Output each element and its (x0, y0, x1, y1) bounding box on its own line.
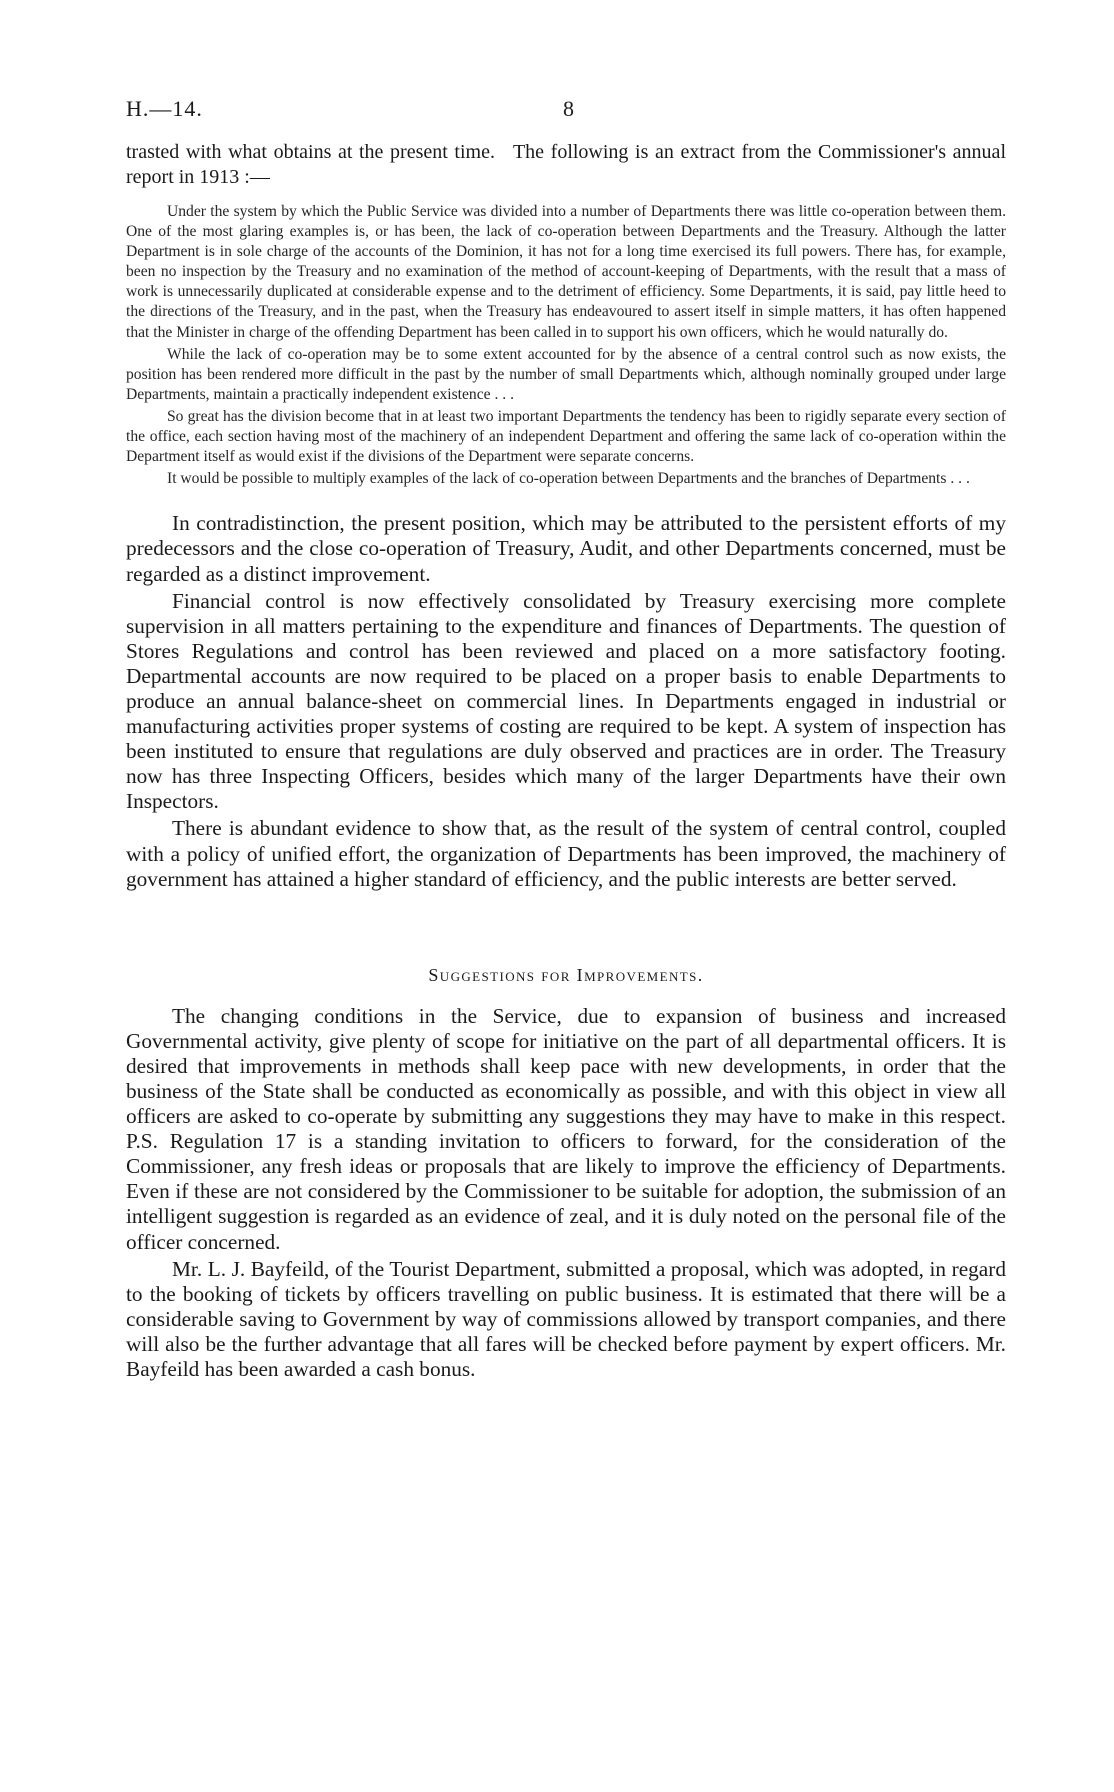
report-extract-quote (126, 202, 1006, 489)
lead-text-part-1: trasted with what obtains at the present time. (126, 141, 495, 163)
quote-paragraph: So great has the division become that in at least two important Departments the tendency has been to rigidly separate every section of the office, each section having most of the machinery of an independent Department and offering the same lack of co-operation within the Department itself as would exist if the divisions of the Department were separate concerns. (126, 407, 1006, 466)
body-paragraph: In contradistinction, the present position, which may be attributed to the persistent efforts of my predecessors and the close co-operation of Treasury, Audit, and other Departments concerned, must be regarded as a distinct improvement. (126, 511, 1006, 586)
section-body-text (126, 1004, 1006, 1382)
quote-paragraph: Under the system by which the Public Service was divided into a number of Departments there was little co-operation between them. One of the most glaring examples is, or has been, the lack of co-operation between Departments and the Treasury. Although the latter Department is in sole charge of the accounts of the Dominion, it has not for a long time exercised its full powers. There has, for example, been no inspection by the Treasury and no examination of the method of account-keeping of Departments, with the result that a mass of work is unnecessarily duplicated at considerable expense and to the detriment of efficiency. Some Departments, it is said, pay little heed to the directions of the Treasury, and in the past, when the Treasury has endeavoured to assert itself in simple matters, it has often happened that the Minister in charge of the offending Department has been called in to support his own officers, which he would naturally do. (126, 203, 1006, 341)
lead-text-part-2: The following is an extract from the Commissioner's annual report in 1913 :— (126, 141, 1006, 188)
lead-paragraph (126, 140, 1006, 190)
section-heading: Suggestions for Improvements. (428, 964, 704, 985)
quote-paragraph: It would be possible to multiply examples of the lack of co-operation between Departments and the branches of Departments . . . (167, 470, 970, 488)
section-paragraph: Mr. L. J. Bayfeild, of the Tourist Department, submitted a proposal, which was adopted, in regard to the booking of tickets by officers travelling on public business. It is estimated that there will be a considerable saving to Government by way of commissions allowed by transport companies, and there will also be the further advantage that all fares will be checked before payment by expert officers. Mr. Bayfeild has been awarded a cash bonus. (126, 1256, 1006, 1382)
main-body-text (126, 511, 1006, 891)
document-page (126, 96, 1006, 1382)
page-number: 8 (563, 96, 574, 121)
page-header (126, 96, 1006, 130)
body-paragraph: Financial control is now effectively consolidated by Treasury exercising more complete supervision in all matters pertaining to the expenditure and finances of Departments. The question of Stores Regulations and control has been reviewed and placed on a more satisfactory footing. Departmental accounts are now required to be placed on a proper basis to enable Departments to produce an annual balance-sheet on commercial lines. In Departments engaged in industrial or manufacturing activities proper systems of costing are required to be kept. A system of inspection has been instituted to ensure that regulations are duly observed and practices are in order. The Treasury now has three Inspecting Officers, besides which many of the larger Departments have their own Inspectors. (126, 588, 1006, 814)
body-paragraph: There is abundant evidence to show that, as the result of the system of central control, coupled with a policy of unified effort, the organization of Departments has been improved, the machinery of government has attained a higher standard of efficiency, and the public interests are better served. (126, 816, 1006, 891)
section-paragraph: The changing conditions in the Service, due to expansion of business and increased Governmental activity, give plenty of scope for initiative on the part of all departmental officers. It is desired that improvements in methods shall keep pace with new developments, in order that the business of the State shall be conducted as economically as possible, and with this object in view all officers are asked to co-operate by submitting any suggestions they may have to make in this respect. P.S. Regulation 17 is a standing invitation to officers to forward, for the consideration of the Commissioner, any fresh ideas or proposals that are likely to improve the efficiency of Departments. Even if these are not considered by the Commissioner to be suitable for adoption, the submission of an intelligent suggestion is regarded as an evidence of zeal, and it is duly noted on the personal file of the officer concerned. (126, 1003, 1006, 1254)
document-reference: H.—14. (126, 96, 203, 121)
quote-paragraph: While the lack of co-operation may be to some extent accounted for by the absence of a central control such as now exists, the position has been rendered more difficult in the past by the number of small Departments which, although nominally grouped under large Departments, maintain a practically independent existence . . . (126, 345, 1006, 403)
